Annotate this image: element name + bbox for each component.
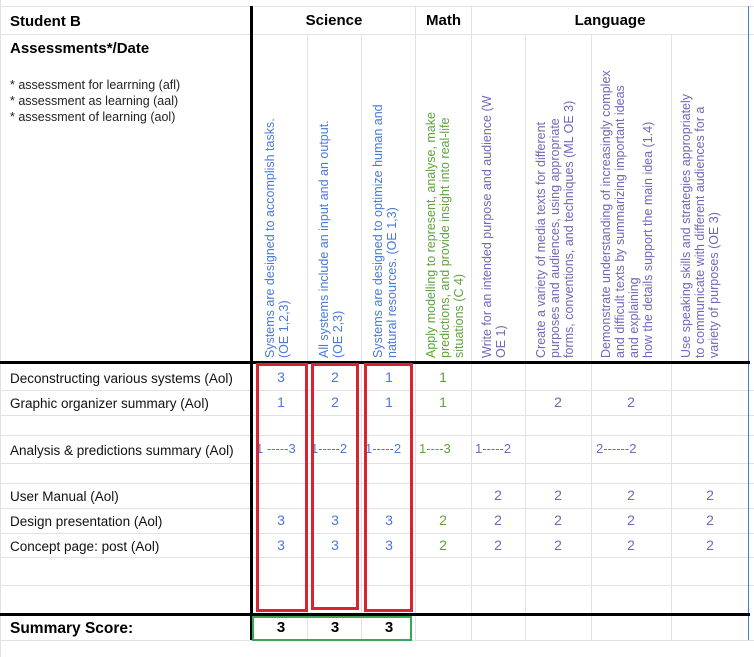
score-cell[interactable]: 1 bbox=[439, 369, 447, 385]
score-range[interactable]: 1 -----3 bbox=[256, 441, 296, 456]
criterion-header: Systems are designed to accomplish tasks. (OE 1,2,3) bbox=[263, 118, 291, 358]
grid-line bbox=[0, 0, 1, 657]
score-cell[interactable]: 2 bbox=[439, 512, 447, 528]
group-header-science: Science bbox=[305, 12, 363, 29]
score-cell[interactable]: 1 bbox=[439, 394, 447, 410]
score-cell[interactable]: 2 bbox=[494, 487, 502, 503]
grid-line bbox=[471, 6, 472, 640]
score-range[interactable]: 1-----2 bbox=[311, 441, 348, 456]
science-column-highlight bbox=[256, 363, 308, 612]
criterion-header: Apply modelling to represent, analyse, make predictions, and provide insight into real-life situations (C 4) bbox=[424, 112, 466, 358]
note-aol: * assessment of learning (aol) bbox=[10, 110, 176, 124]
row-label: Design presentation (Aol) bbox=[10, 514, 163, 529]
score-range[interactable]: 1-----2 bbox=[365, 441, 402, 456]
row-label: Concept page: post (Aol) bbox=[10, 539, 160, 554]
score-range[interactable]: 2------2 bbox=[596, 441, 637, 456]
criterion-header: Systems are designed to optimize human and natural resources. (OE 1,3) bbox=[371, 104, 399, 358]
note-afl: * assessment for learrning (afl) bbox=[10, 78, 181, 92]
grid-line bbox=[525, 34, 526, 640]
score-cell[interactable]: 3 bbox=[385, 512, 393, 528]
science-column-highlight bbox=[311, 363, 359, 610]
row-label: Deconstructing various systems (Aol) bbox=[10, 371, 233, 386]
score-cell[interactable]: 3 bbox=[331, 512, 339, 528]
criterion-header: Write for an intended purpose and audience (W OE 1) bbox=[480, 95, 508, 358]
summary-score[interactable]: 3 bbox=[384, 619, 394, 636]
label-column-divider bbox=[250, 6, 253, 640]
grid-line bbox=[748, 6, 749, 640]
grid-line bbox=[415, 6, 416, 640]
score-cell[interactable]: 2 bbox=[627, 537, 635, 553]
score-cell[interactable]: 2 bbox=[627, 394, 635, 410]
score-cell[interactable]: 2 bbox=[554, 487, 562, 503]
summary-score[interactable]: 3 bbox=[330, 619, 340, 636]
score-cell[interactable]: 1 bbox=[277, 394, 285, 410]
note-aal: * assessment as learning (aal) bbox=[10, 94, 179, 108]
score-cell[interactable]: 2 bbox=[554, 537, 562, 553]
score-cell[interactable]: 2 bbox=[706, 487, 714, 503]
score-cell[interactable]: 3 bbox=[277, 369, 285, 385]
score-cell[interactable]: 2 bbox=[554, 512, 562, 528]
row-label: Analysis & predictions summary (Aol) bbox=[10, 443, 234, 458]
summary-score[interactable]: 3 bbox=[276, 619, 286, 636]
score-cell[interactable]: 3 bbox=[331, 537, 339, 553]
score-cell[interactable]: 2 bbox=[331, 394, 339, 410]
criterion-header: All systems include an input and an output. (OE 2,3) bbox=[317, 120, 345, 358]
assessments-title: Assessments*/Date bbox=[10, 40, 150, 57]
score-cell[interactable]: 3 bbox=[277, 512, 285, 528]
score-cell[interactable]: 2 bbox=[554, 394, 562, 410]
score-cell[interactable]: 1 bbox=[385, 394, 393, 410]
score-cell[interactable]: 2 bbox=[627, 487, 635, 503]
criterion-header: Create a variety of media texts for different purposes and audiences, using appropriate forms, conventions, and techniques (ML OE 3) bbox=[534, 100, 576, 358]
score-cell[interactable]: 2 bbox=[331, 369, 339, 385]
group-header-language: Language bbox=[574, 12, 646, 29]
row-label: Graphic organizer summary (Aol) bbox=[10, 396, 209, 411]
group-header-math: Math bbox=[426, 12, 461, 29]
score-cell[interactable]: 2 bbox=[706, 512, 714, 528]
summary-label: Summary Score: bbox=[10, 620, 134, 637]
criterion-header: Demonstrate understanding of increasingly complex and difficult texts by summarizing important ideas and explaining how the details support the main idea (1.4) bbox=[599, 70, 655, 358]
grid-line bbox=[671, 34, 672, 640]
row-label: User Manual (Aol) bbox=[10, 489, 119, 504]
grid-line bbox=[361, 34, 362, 640]
score-cell[interactable]: 2 bbox=[494, 537, 502, 553]
student-name: Student B bbox=[10, 13, 81, 30]
grid-line bbox=[591, 34, 592, 640]
score-cell[interactable]: 2 bbox=[706, 537, 714, 553]
grid-line bbox=[0, 6, 754, 7]
science-column-highlight bbox=[364, 363, 413, 612]
score-cell[interactable]: 2 bbox=[627, 512, 635, 528]
score-cell[interactable]: 3 bbox=[385, 537, 393, 553]
score-cell[interactable]: 2 bbox=[494, 512, 502, 528]
score-cell[interactable]: 3 bbox=[277, 537, 285, 553]
criterion-header: Use speaking skills and strategies appropriately to communicate with different audiences for a variety of purposes (OE 3) bbox=[679, 93, 721, 358]
score-cell[interactable]: 2 bbox=[439, 537, 447, 553]
grid-line bbox=[0, 34, 754, 35]
score-cell[interactable]: 1 bbox=[385, 369, 393, 385]
score-range[interactable]: 1-----2 bbox=[475, 441, 512, 456]
score-range[interactable]: 1----3 bbox=[419, 441, 451, 456]
